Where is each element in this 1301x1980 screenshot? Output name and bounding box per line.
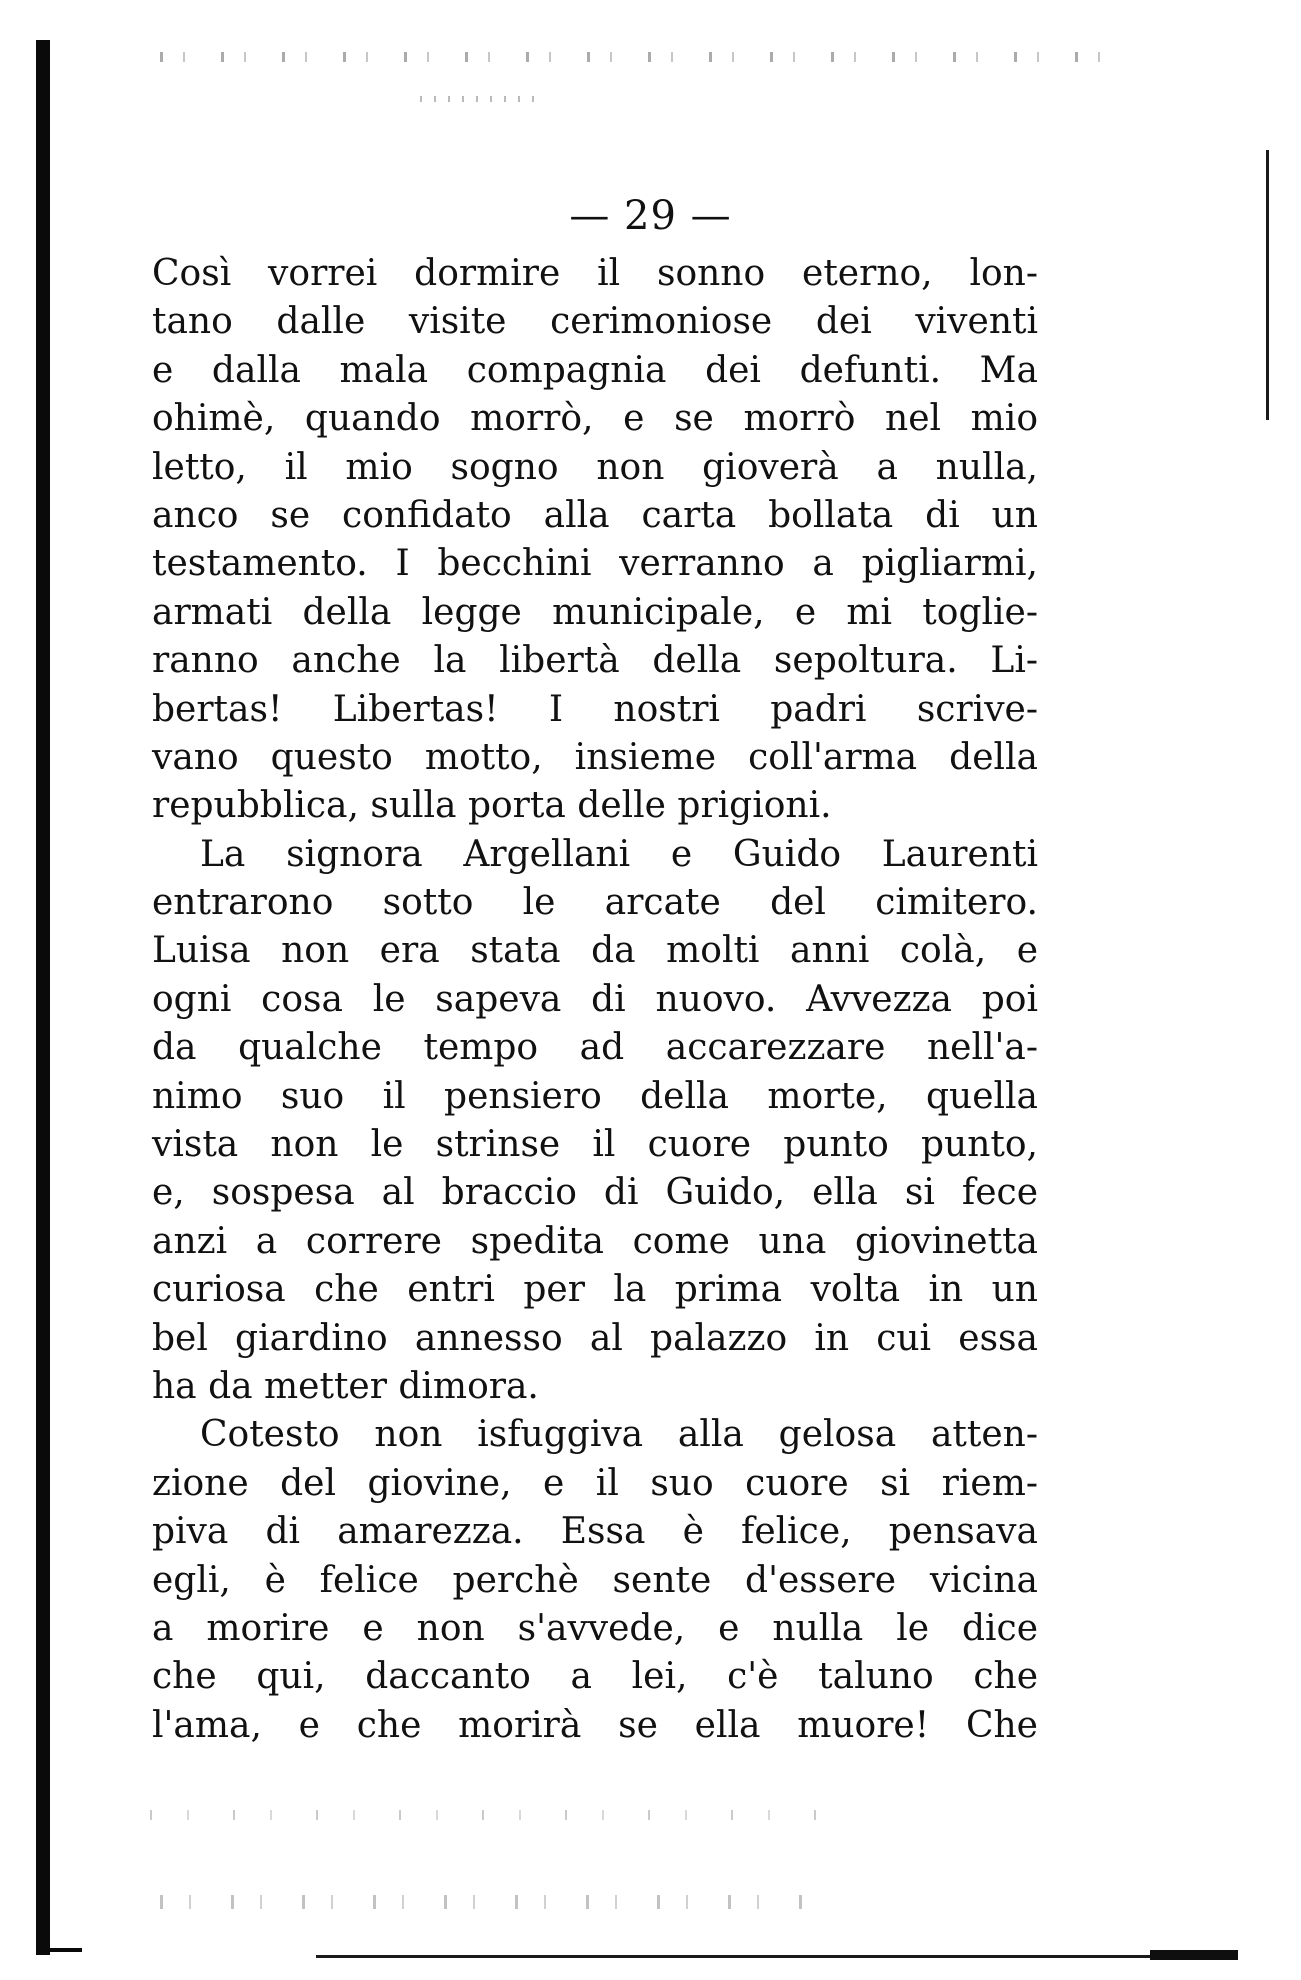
text-line: a morire e non s'avvede, e nulla le dice (152, 1607, 1038, 1649)
scan-noise-bottom (150, 1810, 850, 1820)
text-line: che qui, daccanto a lei, c'è taluno che (152, 1656, 1038, 1698)
text-line: bertas! Libertas! I nostri padri scrive- (152, 688, 1038, 730)
scan-right-edge (1266, 150, 1269, 420)
text-line: curiosa che entri per la prima volta in un (152, 1269, 1038, 1311)
text-line: e, sospesa al braccio di Guido, ella si fece (152, 1172, 1038, 1214)
text-line: ha da metter dimora. (152, 1365, 539, 1407)
text-line: piva di amarezza. Essa è felice, pensava (152, 1511, 1038, 1553)
page-number: — 29 — (569, 193, 732, 239)
scan-noise-top (160, 52, 1120, 62)
scan-bottom-rule (316, 1955, 1236, 1958)
text-line: ranno anche la libertà della sepoltura. Li- (152, 640, 1038, 682)
text-line: tano dalle visite cerimoniose dei viventi (152, 301, 1038, 343)
text-line: armati della legge municipale, e mi toglie- (152, 591, 1038, 633)
text-line: Così vorrei dormire il sonno eterno, lon- (152, 253, 1038, 294)
text-line: ogni cosa le sapeva di nuovo. Avvezza poi (152, 978, 1038, 1020)
text-line: anco se confidato alla carta bollata di un (152, 494, 1038, 536)
text-line: Cotesto non isfuggiva alla gelosa atten- (200, 1414, 1038, 1456)
scan-bottom-rule-thick (1150, 1950, 1238, 1960)
text-line: da qualche tempo ad accarezzare nell'a- (152, 1027, 1038, 1069)
text-line: e dalla mala compagnia dei defunti. Ma (152, 349, 1038, 391)
text-line: zione del giovine, e il suo cuore si riem- (152, 1462, 1038, 1504)
body-text (152, 250, 1038, 1750)
text-line: vano questo motto, insieme coll'arma della (152, 736, 1038, 778)
text-line: testamento. I becchini verranno a pigliarmi, (152, 543, 1038, 585)
scan-noise-top-small (420, 96, 540, 102)
text-line: La signora Argellani e Guido Laurenti (200, 833, 1038, 875)
scan-binding-edge (36, 40, 50, 1955)
scan-binding-foot (36, 1948, 82, 1952)
text-line: ohimè, quando morrò, e se morrò nel mio (152, 398, 1038, 440)
text-line: l'ama, e che morirà se ella muore! Che (152, 1704, 1038, 1746)
text-line: Luisa non era stata da molti anni colà, e (152, 930, 1038, 972)
text-line: egli, è felice perchè sente d'essere vicina (152, 1559, 1038, 1601)
scan-noise-bottom-lower (160, 1895, 820, 1909)
text-line: nimo suo il pensiero della morte, quella (152, 1075, 1038, 1117)
text-line: letto, il mio sogno non gioverà a nulla, (152, 446, 1038, 488)
text-line: anzi a correre spedita come una giovinetta (152, 1220, 1038, 1262)
text-line: entrarono sotto le arcate del cimitero. (152, 882, 1038, 924)
text-line: vista non le strinse il cuore punto punto, (152, 1124, 1038, 1166)
text-line: repubblica, sulla porta delle prigioni. (152, 785, 832, 827)
text-line: bel giardino annesso al palazzo in cui essa (152, 1317, 1038, 1359)
